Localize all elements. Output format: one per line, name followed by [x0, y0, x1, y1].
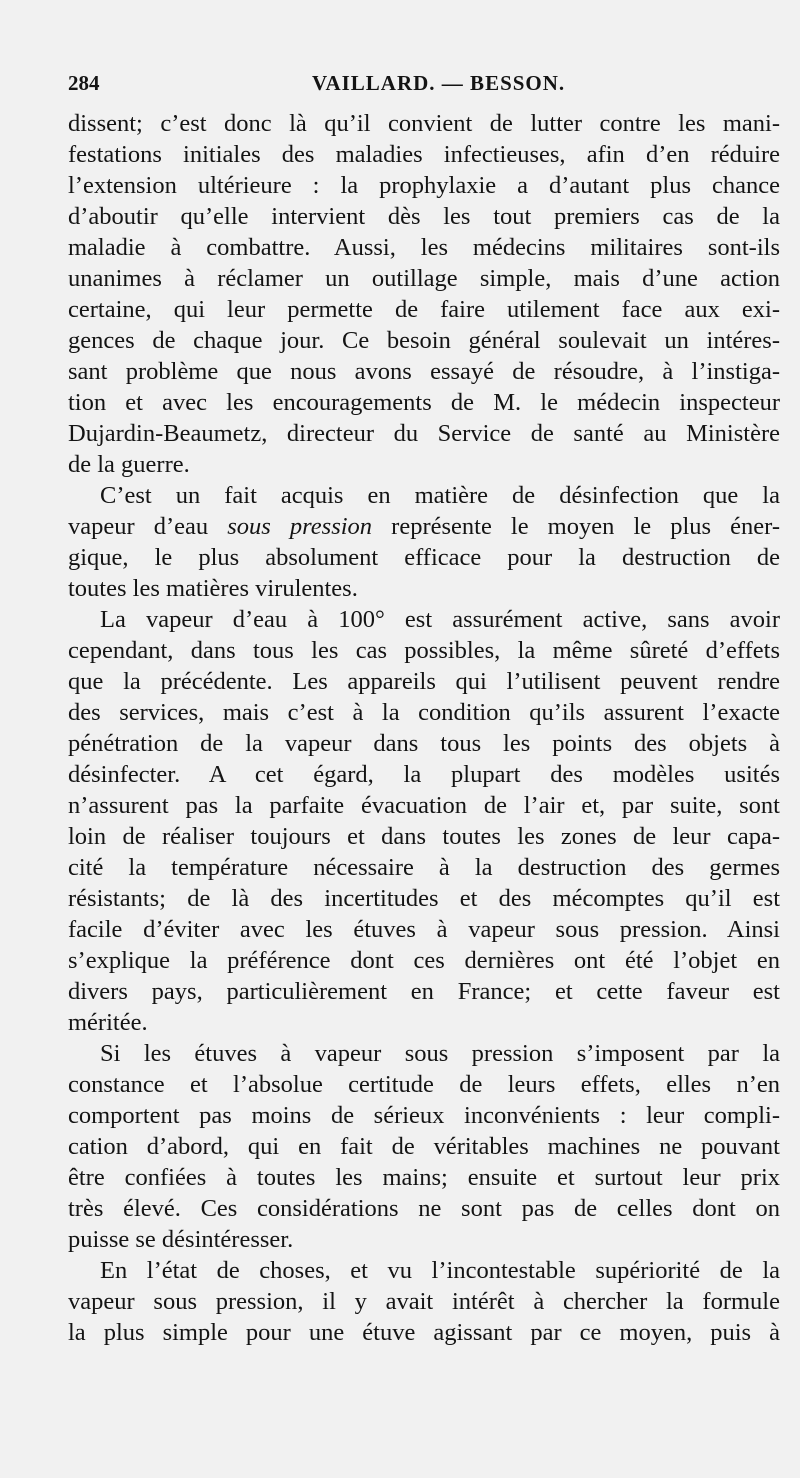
text-line: la plus simple pour une étuve agissant par ce moyen, puis à: [68, 1319, 780, 1346]
text-line: vapeur sous pression, il y avait intérêt à chercher la formule: [68, 1288, 780, 1315]
text-line: des services, mais c’est à la condition qu’ils assurent l’exacte: [68, 699, 780, 726]
text-line: tion et avec les encouragements de M. le médecin inspecteur: [68, 389, 780, 416]
text-line: sant problème que nous avons essayé de résoudre, à l’instiga-: [68, 358, 780, 385]
text-line: puisse se désintéresser.: [68, 1226, 294, 1253]
text-line-with-emphasis: [68, 511, 780, 542]
text-line: que la précédente. Les appareils qui l’utilisent peuvent rendre: [68, 668, 780, 695]
text-line: C’est un fait acquis en matière de désinfection que la: [100, 482, 780, 509]
text-line: cation d’abord, qui en fait de véritables machines ne pouvant: [68, 1133, 780, 1160]
text-line: de la guerre.: [68, 451, 190, 478]
text-line: gences de chaque jour. Ce besoin général soulevait un intéres-: [68, 327, 780, 354]
text-line: cité la température nécessaire à la destruction des germes: [68, 854, 780, 881]
text-segment: vapeur d’eau: [68, 513, 209, 540]
text-line: divers pays, particulièrement en France; et cette faveur est: [68, 978, 780, 1005]
text-line: toutes les matières virulentes.: [68, 575, 358, 602]
text-line: maladie à combattre. Aussi, les médecins militaires sont-ils: [68, 234, 780, 261]
text-line: pénétration de la vapeur dans tous les points des objets à: [68, 730, 780, 757]
text-line: La vapeur d’eau à 100° est assurément active, sans avoir: [100, 606, 780, 633]
text-line: méritée.: [68, 1009, 148, 1036]
text-line: gique, le plus absolument efficace pour la destruction de: [68, 544, 780, 571]
text-line: loin de réaliser toujours et dans toutes les zones de leur capa-: [68, 823, 780, 850]
text-line: très élevé. Ces considérations ne sont pas de celles dont on: [68, 1195, 780, 1222]
text-line: unanimes à réclamer un outillage simple, mais d’une action: [68, 265, 780, 292]
text-line: l’extension ultérieure : la prophylaxie a d’autant plus chance: [68, 172, 780, 199]
text-line: facile d’éviter avec les étuves à vapeur sous pression. Ainsi: [68, 916, 780, 943]
text-line: En l’état de choses, et vu l’incontestable supériorité de la: [100, 1257, 780, 1284]
text-line: s’explique la préférence dont ces dernières ont été l’objet en: [68, 947, 780, 974]
running-title: VAILLARD. — BESSON.: [312, 71, 566, 95]
emphasis-text: sous pression: [227, 513, 373, 540]
text-line: Dujardin-Beaumetz, directeur du Service de santé au Ministère: [68, 420, 780, 447]
page-number: 284: [68, 71, 100, 95]
text-line: d’aboutir qu’elle intervient dès les tout premiers cas de la: [68, 203, 780, 230]
text-line: désinfecter. A cet égard, la plupart des modèles usités: [68, 761, 780, 788]
text-line: cependant, dans tous les cas possibles, la même sûreté d’effets: [68, 637, 780, 664]
text-line: dissent; c’est donc là qu’il convient de lutter contre les mani-: [68, 110, 780, 137]
text-line: certaine, qui leur permette de faire utilement face aux exi-: [68, 296, 780, 323]
text-line: Si les étuves à vapeur sous pression s’imposent par la: [100, 1040, 780, 1067]
text-line: résistants; de là des incertitudes et des mécomptes qu’il est: [68, 885, 780, 912]
text-line: comportent pas moins de sérieux inconvénients : leur compli-: [68, 1102, 780, 1129]
text-line: constance et l’absolue certitude de leurs effets, elles n’en: [68, 1071, 780, 1098]
running-head: [68, 68, 768, 98]
body-text: [68, 108, 780, 1348]
text-line: n’assurent pas la parfaite évacuation de l’air et, par suite, sont: [68, 792, 780, 819]
text-line: festations initiales des maladies infectieuses, afin d’en réduire: [68, 141, 780, 168]
text-segment: représente le moyen le plus éner-: [391, 513, 780, 540]
text-line: être confiées à toutes les mains; ensuite et surtout leur prix: [68, 1164, 780, 1191]
